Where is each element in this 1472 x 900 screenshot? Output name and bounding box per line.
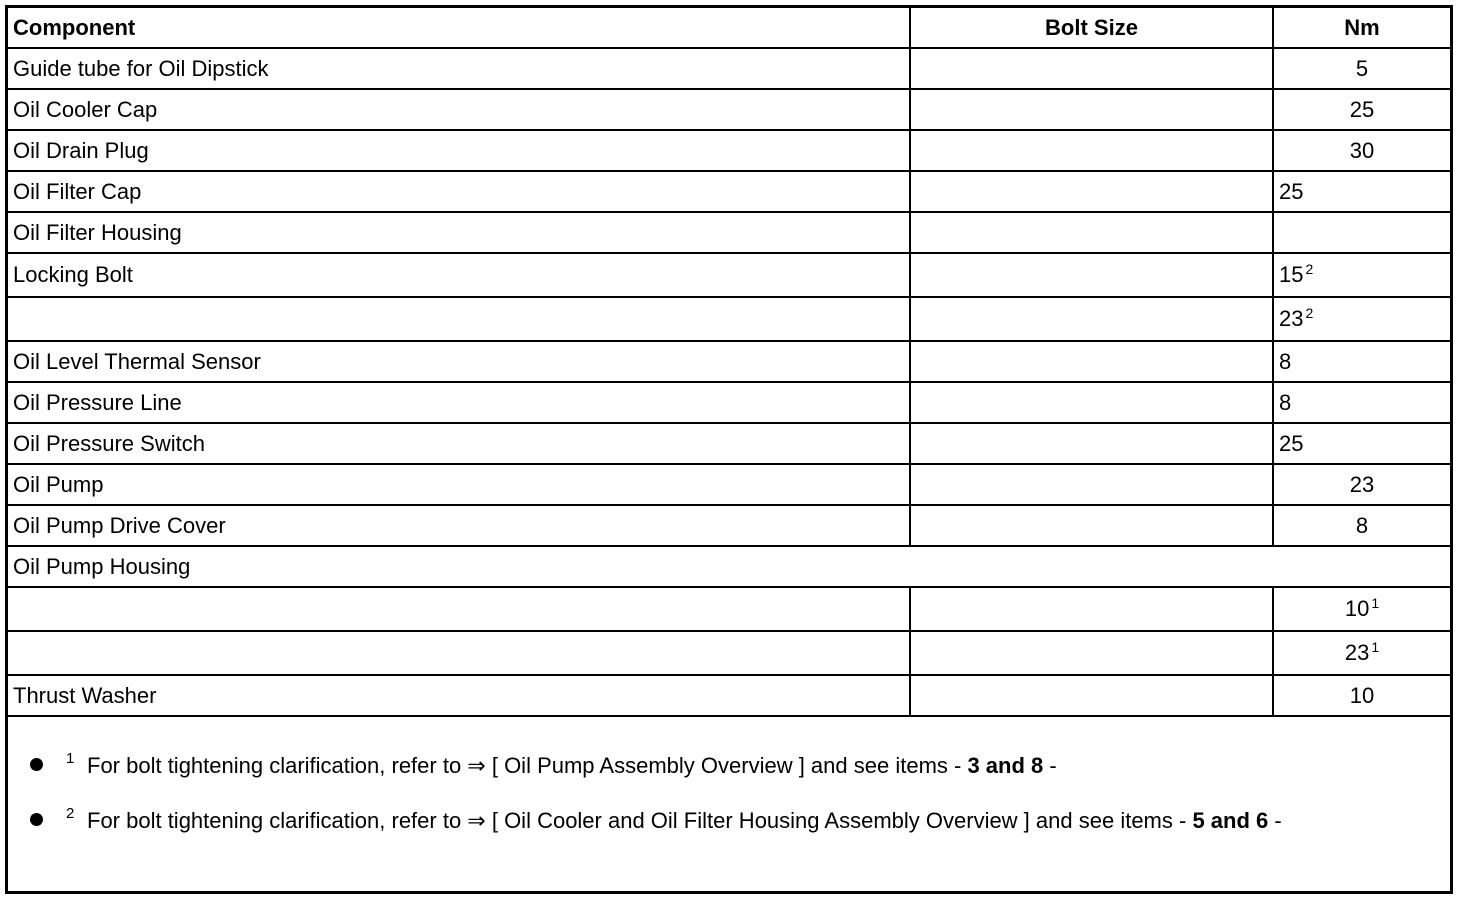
table-row [8, 48, 1450, 89]
nm-value: 8 [1355, 512, 1369, 538]
torque-spec-table [8, 8, 1450, 717]
component-cell: Oil Cooler Cap [8, 89, 910, 130]
footnote-text [87, 808, 1282, 834]
bolt-size-cell [910, 89, 1273, 130]
table-row [8, 505, 1450, 546]
component-cell [8, 297, 910, 341]
bolt-size-cell [910, 464, 1273, 505]
table-row [8, 297, 1450, 341]
footnote-number: 1 [66, 750, 75, 767]
nm-cell [1273, 48, 1450, 89]
nm-value: 15 [1279, 262, 1304, 287]
nm-cell [1273, 297, 1450, 341]
table-row [8, 253, 1450, 297]
nm-cell [1273, 89, 1450, 130]
nm-cell [1273, 631, 1450, 675]
component-cell: Oil Level Thermal Sensor [8, 341, 910, 382]
nm-cell [1273, 464, 1450, 505]
table-header-row [8, 8, 1450, 48]
bolt-size-cell [910, 253, 1273, 297]
bullet-icon [30, 813, 43, 826]
nm-value: 25 [1279, 430, 1304, 456]
torque-spec-frame [5, 5, 1453, 894]
table-row [8, 631, 1450, 675]
table-row [8, 130, 1450, 171]
component-cell: Oil Pressure Line [8, 382, 910, 423]
footnote-1 [8, 742, 1450, 797]
table-row [8, 675, 1450, 716]
component-cell: Guide tube for Oil Dipstick [8, 48, 910, 89]
footnote-text [87, 753, 1057, 779]
table-row [8, 587, 1450, 631]
component-cell: Thrust Washer [8, 675, 910, 716]
nm-cell [1273, 253, 1450, 297]
table-row [8, 382, 1450, 423]
nm-value: 25 [1279, 178, 1304, 204]
footnote-2 [8, 797, 1450, 852]
table-row [8, 546, 1450, 587]
footnote-marker: 1 [1371, 595, 1380, 611]
column-header-bolt-size: Bolt Size [910, 8, 1273, 48]
column-header-component: Component [8, 8, 910, 48]
footnote-items: 3 and 8 [967, 753, 1044, 778]
nm-value: 5 [1355, 55, 1369, 81]
table-row [8, 89, 1450, 130]
column-header-nm: Nm [1273, 8, 1450, 48]
table-row [8, 341, 1450, 382]
table-row [8, 212, 1450, 253]
nm-value: 30 [1349, 137, 1375, 163]
nm-value: 8 [1279, 348, 1292, 374]
bolt-size-cell [910, 48, 1273, 89]
table-row [8, 171, 1450, 212]
bolt-size-cell [910, 171, 1273, 212]
footnotes [8, 742, 1450, 852]
bullet-icon [30, 758, 43, 771]
bolt-size-cell [910, 130, 1273, 171]
table-row [8, 423, 1450, 464]
bolt-size-cell [910, 341, 1273, 382]
component-cell [8, 631, 910, 675]
nm-value: 25 [1349, 96, 1375, 122]
bolt-size-cell [910, 212, 1273, 253]
nm-value: 10 [1344, 596, 1370, 621]
footnote-items: 5 and 6 [1192, 808, 1269, 833]
table-row [8, 464, 1450, 505]
nm-cell [1273, 212, 1450, 253]
nm-cell [1273, 171, 1450, 212]
component-cell: Oil Pump Drive Cover [8, 505, 910, 546]
nm-value: 23 [1344, 640, 1370, 665]
footnote-body: For bolt tightening clarification, refer to ⇒ [ Oil Pump Assembly Overview ] and see items - [87, 753, 962, 778]
component-cell: Oil Drain Plug [8, 130, 910, 171]
bolt-size-cell [910, 297, 1273, 341]
nm-cell [1273, 587, 1450, 631]
nm-value: 8 [1279, 389, 1292, 415]
component-cell: Oil Pump [8, 464, 910, 505]
bolt-size-cell [910, 675, 1273, 716]
nm-value: 10 [1349, 682, 1375, 708]
footnote-tail: - [1274, 808, 1282, 833]
nm-value: 23 [1349, 471, 1375, 497]
footnote-marker: 2 [1305, 261, 1314, 277]
bolt-size-cell [910, 423, 1273, 464]
nm-cell [1273, 382, 1450, 423]
bolt-size-cell [910, 505, 1273, 546]
footnote-marker: 1 [1371, 639, 1380, 655]
footnote-number: 2 [66, 805, 75, 822]
footnote-marker: 2 [1305, 305, 1314, 321]
component-cell: Oil Filter Cap [8, 171, 910, 212]
nm-cell [1273, 130, 1450, 171]
nm-cell [1273, 423, 1450, 464]
footnote-body: For bolt tightening clarification, refer to ⇒ [ Oil Cooler and Oil Filter Housing Assembly Overview ] and see items - [87, 808, 1187, 833]
bolt-size-cell [910, 382, 1273, 423]
bolt-size-cell [910, 587, 1273, 631]
bolt-size-cell [910, 631, 1273, 675]
component-cell [8, 587, 910, 631]
component-cell: Oil Filter Housing [8, 212, 910, 253]
component-cell: Oil Pump Housing [8, 546, 1450, 587]
component-cell: Locking Bolt [8, 253, 910, 297]
nm-cell [1273, 505, 1450, 546]
nm-cell [1273, 341, 1450, 382]
nm-cell [1273, 675, 1450, 716]
footnote-tail: - [1049, 753, 1057, 778]
component-cell: Oil Pressure Switch [8, 423, 910, 464]
nm-value: 23 [1279, 306, 1304, 331]
